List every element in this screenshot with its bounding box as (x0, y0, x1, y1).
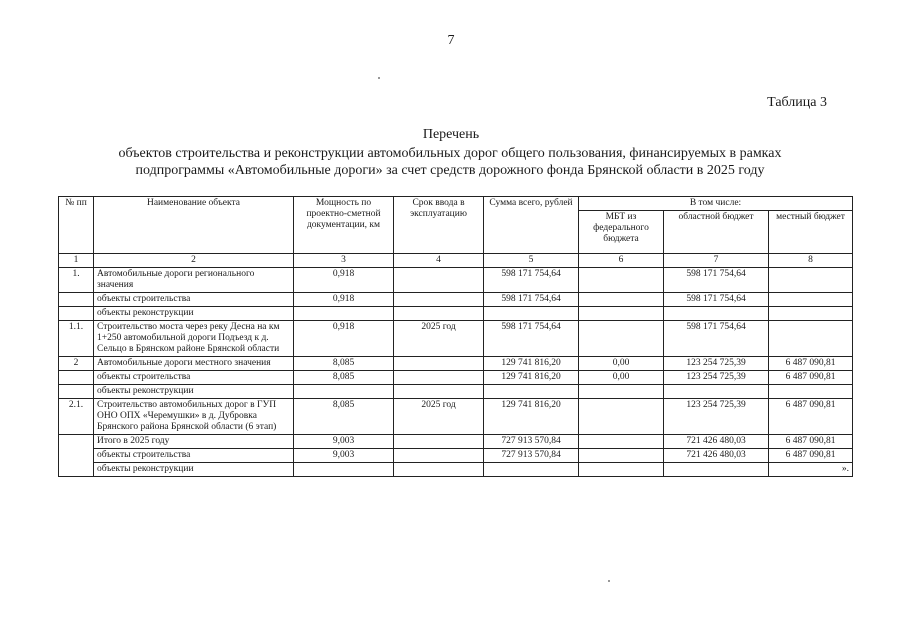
sum-value: 129 741 816,20 (484, 371, 579, 385)
sum-value: 129 741 816,20 (484, 357, 579, 371)
mbt-value (579, 293, 664, 307)
object-name: объекты строительства (94, 293, 294, 307)
regional-value: 598 171 754,64 (664, 293, 769, 307)
column-number: 1 (59, 254, 94, 268)
mbt-value (579, 435, 664, 449)
header-term: Срок ввода в эксплуатацию (394, 197, 484, 254)
local-value: 6 487 090,81 (769, 357, 853, 371)
table-row (59, 268, 853, 293)
object-name: объекты строительства (94, 371, 294, 385)
scan-speck (378, 77, 380, 79)
regional-value: 721 426 480,03 (664, 449, 769, 463)
sum-value: 727 913 570,84 (484, 435, 579, 449)
term-value (394, 463, 484, 477)
column-number: 2 (94, 254, 294, 268)
local-value (769, 321, 853, 357)
regional-value: 598 171 754,64 (664, 268, 769, 293)
header-sum: Сумма всего, рублей (484, 197, 579, 254)
header-including: В том числе: (579, 197, 853, 211)
sum-value (484, 307, 579, 321)
regional-value (664, 385, 769, 399)
term-value (394, 357, 484, 371)
column-number: 4 (394, 254, 484, 268)
table-row (59, 357, 853, 371)
table-row (59, 307, 853, 321)
object-name: Строительство моста через реку Десна на км 1+250 автомобильной дороги Подъезд к д. Сельцо в Брянском районе Брянской области (94, 321, 294, 357)
totals-row (59, 449, 853, 463)
subtitle-line: подпрограммы «Автомобильные дороги» за счет средств дорожного фонда Брянской области в 2025 году (135, 163, 765, 178)
table-row (59, 371, 853, 385)
sum-value: 598 171 754,64 (484, 268, 579, 293)
term-value (394, 449, 484, 463)
sum-value (484, 463, 579, 477)
regional-value (664, 463, 769, 477)
local-value: 6 487 090,81 (769, 449, 853, 463)
mbt-value: 0,00 (579, 357, 664, 371)
capacity-value (294, 463, 394, 477)
mbt-value (579, 449, 664, 463)
capacity-value (294, 385, 394, 399)
local-value (769, 385, 853, 399)
totals-row (59, 463, 853, 477)
capacity-value: 0,918 (294, 268, 394, 293)
column-number: 6 (579, 254, 664, 268)
scan-speck (608, 580, 610, 582)
regional-value: 123 254 725,39 (664, 399, 769, 435)
header-mbt: МБТ из федерального бюджета (579, 211, 664, 254)
local-value: 6 487 090,81 (769, 399, 853, 435)
mbt-value (579, 307, 664, 321)
table-label: Таблица 3 (767, 95, 827, 110)
totals-name: объекты строительства (94, 449, 294, 463)
local-value (769, 268, 853, 293)
column-number-row (59, 254, 853, 268)
row-number (59, 307, 94, 321)
header-local: местный бюджет (769, 211, 853, 254)
sum-value: 598 171 754,64 (484, 293, 579, 307)
column-number: 7 (664, 254, 769, 268)
table-body (59, 268, 853, 477)
mbt-value (579, 463, 664, 477)
object-name: объекты реконструкции (94, 307, 294, 321)
sum-value: 598 171 754,64 (484, 321, 579, 357)
capacity-value (294, 307, 394, 321)
local-value: 6 487 090,81 (769, 435, 853, 449)
totals-name: объекты реконструкции (94, 463, 294, 477)
regional-value: 123 254 725,39 (664, 357, 769, 371)
mbt-value (579, 385, 664, 399)
term-value (394, 371, 484, 385)
totals-row (59, 435, 853, 449)
capacity-value: 0,918 (294, 293, 394, 307)
term-value (394, 435, 484, 449)
mbt-value (579, 268, 664, 293)
object-name: Строительство автомобильных дорог в ГУП ОНО ОПХ «Черемушки» в д. Дубровка Брянского района Брянской области (6 этап) (94, 399, 294, 435)
header-regional: областной бюджет (664, 211, 769, 254)
object-name: объекты реконструкции (94, 385, 294, 399)
header-name: Наименование объекта (94, 197, 294, 254)
subtitle-line: объектов строительства и реконструкции автомобильных дорог общего пользования, финансируемых в рамках (118, 146, 782, 161)
term-value (394, 293, 484, 307)
regional-value: 598 171 754,64 (664, 321, 769, 357)
header-num: № пп (59, 197, 94, 254)
regional-value: 721 426 480,03 (664, 435, 769, 449)
mbt-value (579, 321, 664, 357)
mbt-value: 0,00 (579, 371, 664, 385)
totals-number-cell (59, 435, 94, 477)
term-value (394, 268, 484, 293)
term-value (394, 385, 484, 399)
local-value: ». (769, 463, 853, 477)
header-capacity: Мощность по проектно-сметной документации, км (294, 197, 394, 254)
local-value (769, 293, 853, 307)
sum-value: 727 913 570,84 (484, 449, 579, 463)
object-name: Автомобильные дороги местного значения (94, 357, 294, 371)
sum-value (484, 385, 579, 399)
capacity-value: 8,085 (294, 371, 394, 385)
document-title: Перечень (422, 127, 480, 142)
column-number: 5 (484, 254, 579, 268)
row-number (59, 371, 94, 385)
local-value (769, 307, 853, 321)
capacity-value: 9,003 (294, 449, 394, 463)
capacity-value: 0,918 (294, 321, 394, 357)
row-number: 1. (59, 268, 94, 293)
page-number: 7 (447, 33, 455, 48)
objects-table (58, 196, 853, 477)
sum-value: 129 741 816,20 (484, 399, 579, 435)
local-value: 6 487 090,81 (769, 371, 853, 385)
row-number: 1.1. (59, 321, 94, 357)
regional-value (664, 307, 769, 321)
term-value (394, 307, 484, 321)
mbt-value (579, 399, 664, 435)
table-row (59, 399, 853, 435)
object-name: Автомобильные дороги регионального значения (94, 268, 294, 293)
term-value: 2025 год (394, 399, 484, 435)
capacity-value: 9,003 (294, 435, 394, 449)
regional-value: 123 254 725,39 (664, 371, 769, 385)
term-value: 2025 год (394, 321, 484, 357)
capacity-value: 8,085 (294, 399, 394, 435)
row-number (59, 293, 94, 307)
column-number: 3 (294, 254, 394, 268)
table-row (59, 385, 853, 399)
table-row (59, 321, 853, 357)
row-number: 2.1. (59, 399, 94, 435)
document-subtitle (60, 145, 840, 179)
row-number: 2 (59, 357, 94, 371)
table-row (59, 293, 853, 307)
row-number (59, 385, 94, 399)
capacity-value: 8,085 (294, 357, 394, 371)
totals-name: Итого в 2025 году (94, 435, 294, 449)
column-number: 8 (769, 254, 853, 268)
